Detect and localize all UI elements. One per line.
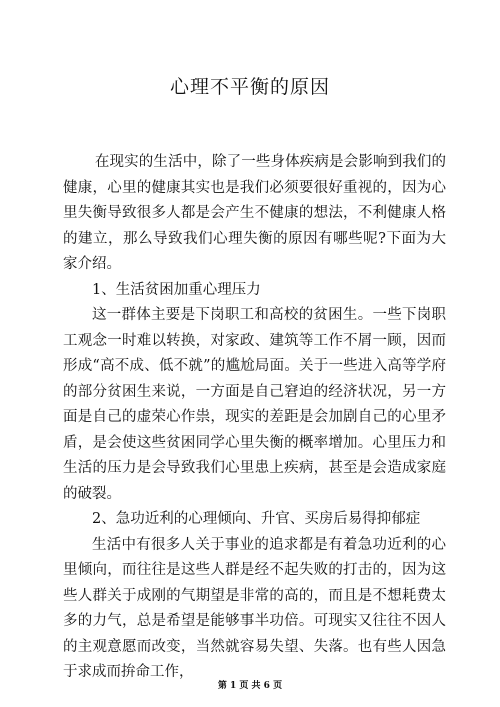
section-heading-1: 1、生活贫困加重心理压力	[92, 281, 261, 298]
intro-paragraph: 在现实的生活中，除了一些身体疾病是会影响到我们的健康，心里的健康其实也是我们必须要很好重视的，因为心里失衡导致很多人都是会产生不健康的想法，不利健康人格的建立，那么导致我们心理失衡的原因有哪些呢?下面为大家介绍。	[63, 154, 446, 272]
section-heading-2: 2、急功近利的心理倾向、升官、买房后易得抑郁症	[92, 511, 421, 527]
document-body	[63, 150, 446, 686]
document-title: 心理不平衡的原因	[169, 76, 330, 98]
section-paragraph-1: 这一群体主要是下岗职工和高校的贫困生。一些下岗职工观念一时难以转换，对家政、建筑等工作不屑一顾，因而形成“高不成、低不就”的尴尬局面。关于一些进入高等学府的部分贫困生来说，一方面是自己窘迫的经济状况，另一方面是自己的虚荣心作祟，现实的差距是会加剧自己的心里矛盾，是会使这些贫困同学心里失衡的概率增加。心里压力和生活的压力是会导致我们心里患上疾病，甚至是会造成家庭的破裂。	[63, 307, 446, 502]
page-footer: 第 1 页 共 6 页	[217, 681, 283, 691]
section-paragraph-2: 生活中有很多人关于事业的追求都是有着急功近利的心里倾向，而往往是这些人群是经不起失败的打击的，因为这些人群关于成刚的气期望是非常的高的，而且是不想耗费太多的力气，总是希望是能够事半功倍。可现实又往往不因人的主观意愿而改变，当然就容易失望、失落。也有些人因急于求成而拚命工作，	[63, 536, 446, 680]
